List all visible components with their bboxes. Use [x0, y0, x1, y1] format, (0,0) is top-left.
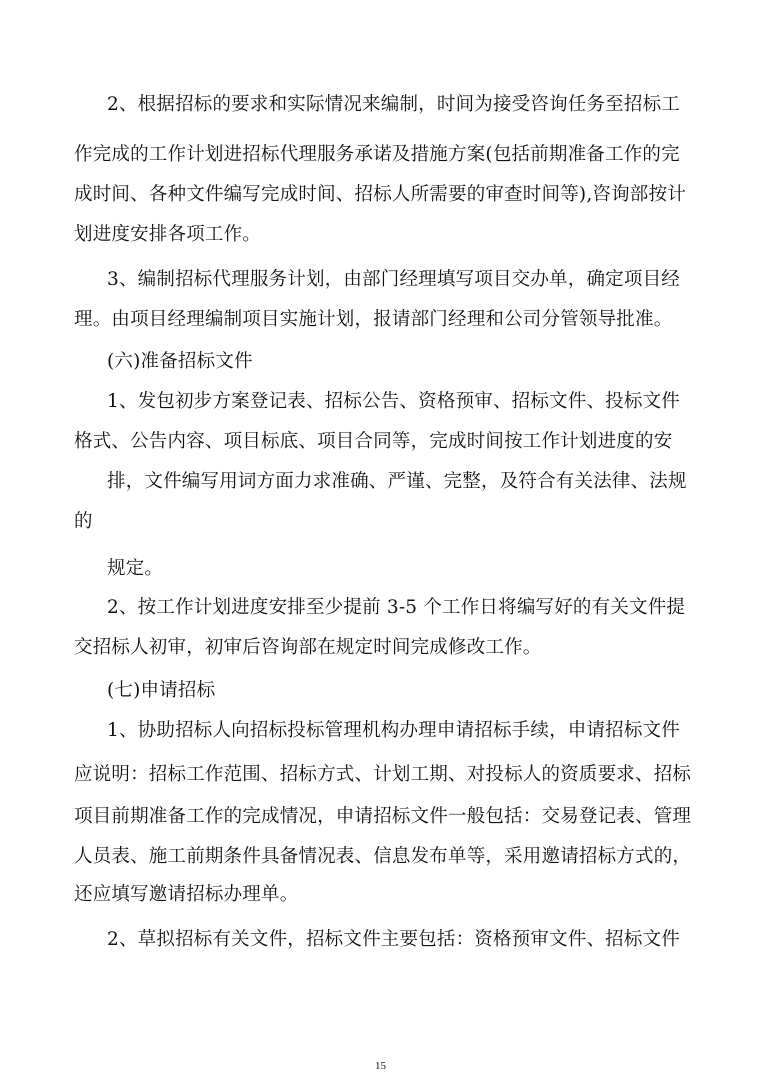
paragraph-line: 1、协助招标人向招标投标管理机构办理申请招标手续，申请招标文件 [107, 720, 680, 741]
paragraph-line: 3、编制招标代理服务计划，由部门经理填写项目交办单，确定项目经 [107, 269, 680, 290]
paragraph-line: 1、发包初步方案登记表、招标公告、资格预审、招标文件、投标文件 [107, 391, 680, 412]
paragraph-line: 2、草拟招标有关文件，招标文件主要包括：资格预审文件、招标文件 [107, 929, 680, 950]
paragraph-line: 排，文件编写用词方面力求准确、严谨、完整，及符合有关法律、法规 [107, 471, 687, 492]
paragraph-line: 交招标人初审，初审后咨询部在规定时间完成修改工作。 [74, 637, 542, 658]
section-heading: (六)准备招标文件 [107, 351, 253, 372]
paragraph-line: 规定。 [107, 558, 164, 579]
page-number: 15 [375, 1060, 386, 1072]
paragraph-line: 的 [74, 511, 93, 532]
paragraph-line: 划进度安排各项工作。 [74, 224, 262, 245]
paragraph-line: 成时间、各种文件编写完成时间、招标人所需要的审查时间等),咨询部按计 [74, 184, 686, 205]
paragraph-line: 作完成的工作计划进招标代理服务承诺及措施方案(包括前期准备工作的完 [74, 144, 680, 165]
paragraph-line: 格式、公告内容、项目标底、项目合同等，完成时间按工作计划进度的安 [74, 431, 673, 452]
paragraph-line: 项目前期准备工作的完成情况，申请招标文件一般包括：交易登记表、管理 [74, 806, 692, 827]
paragraph-line: 2、按工作计划进度安排至少提前 3-5 个工作日将编写好的有关文件提 [107, 597, 686, 618]
paragraph-line: 还应填写邀请招标办理单。 [74, 884, 299, 905]
paragraph-line: 人员表、施工前期条件具备情况表、信息发布单等，采用邀请招标方式的， [74, 846, 692, 867]
section-heading: (七)申请招标 [107, 680, 216, 701]
paragraph-line: 应说明：招标工作范围、招标方式、计划工期、对投标人的资质要求、招标 [74, 764, 692, 785]
paragraph-line: 2、根据招标的要求和实际情况来编制，时间为接受咨询任务至招标工 [107, 94, 680, 115]
paragraph-line: 理。由项目经理编制项目实施计划，报请部门经理和公司分管领导批准。 [74, 309, 673, 330]
